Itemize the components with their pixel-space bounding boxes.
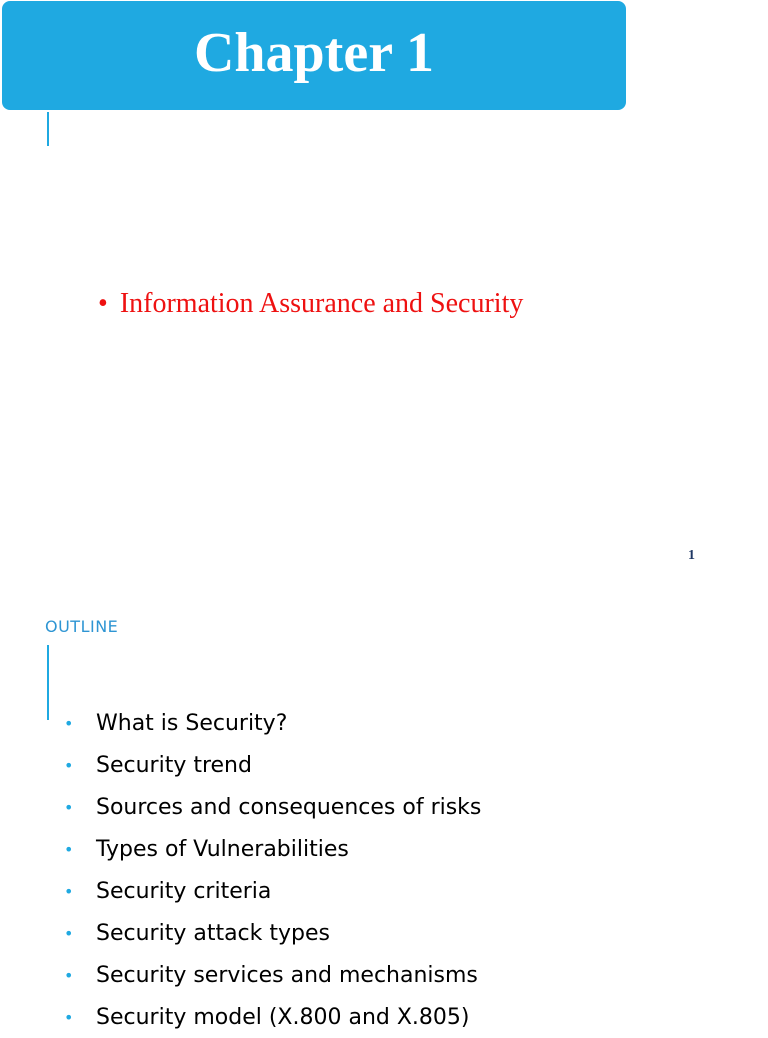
outline-item — [64, 954, 481, 996]
subtitle-item — [98, 288, 523, 320]
bullet-icon: • — [64, 713, 74, 733]
bullet-icon: • — [64, 839, 74, 859]
accent-line — [47, 645, 49, 720]
outline-item — [64, 702, 481, 744]
outline-heading: OUTLINE — [45, 617, 119, 636]
outline-item-text: Security model (X.800 and X.805) — [96, 1004, 470, 1030]
outline-item-text: Security attack types — [96, 920, 330, 946]
outline-item-text: Security criteria — [96, 878, 272, 904]
outline-item — [64, 786, 481, 828]
bullet-icon: • — [64, 881, 74, 901]
outline-item-text: What is Security? — [96, 710, 288, 736]
bullet-icon: • — [64, 797, 74, 817]
bullet-icon: • — [64, 923, 74, 943]
outline-item — [64, 870, 481, 912]
bullet-icon: • — [64, 1007, 74, 1027]
accent-line — [47, 112, 49, 146]
subtitle-text: Information Assurance and Security — [119, 288, 524, 319]
outline-item — [64, 912, 481, 954]
bullet-icon: • — [98, 288, 108, 319]
outline-item-text: Security trend — [96, 752, 252, 778]
slide-outline — [0, 590, 768, 1030]
outline-item-text: Sources and consequences of risks — [96, 794, 482, 820]
outline-list — [64, 702, 481, 1038]
outline-item — [64, 744, 481, 786]
bullet-icon: • — [64, 755, 74, 775]
page-number: 1 — [688, 548, 695, 563]
outline-item — [64, 996, 481, 1038]
bullet-icon: • — [64, 965, 74, 985]
outline-item — [64, 828, 481, 870]
outline-item-text: Types of Vulnerabilities — [96, 836, 349, 862]
chapter-title: Chapter 1 — [193, 21, 435, 84]
title-banner — [2, 1, 626, 110]
outline-item-text: Security services and mechanisms — [96, 962, 478, 988]
